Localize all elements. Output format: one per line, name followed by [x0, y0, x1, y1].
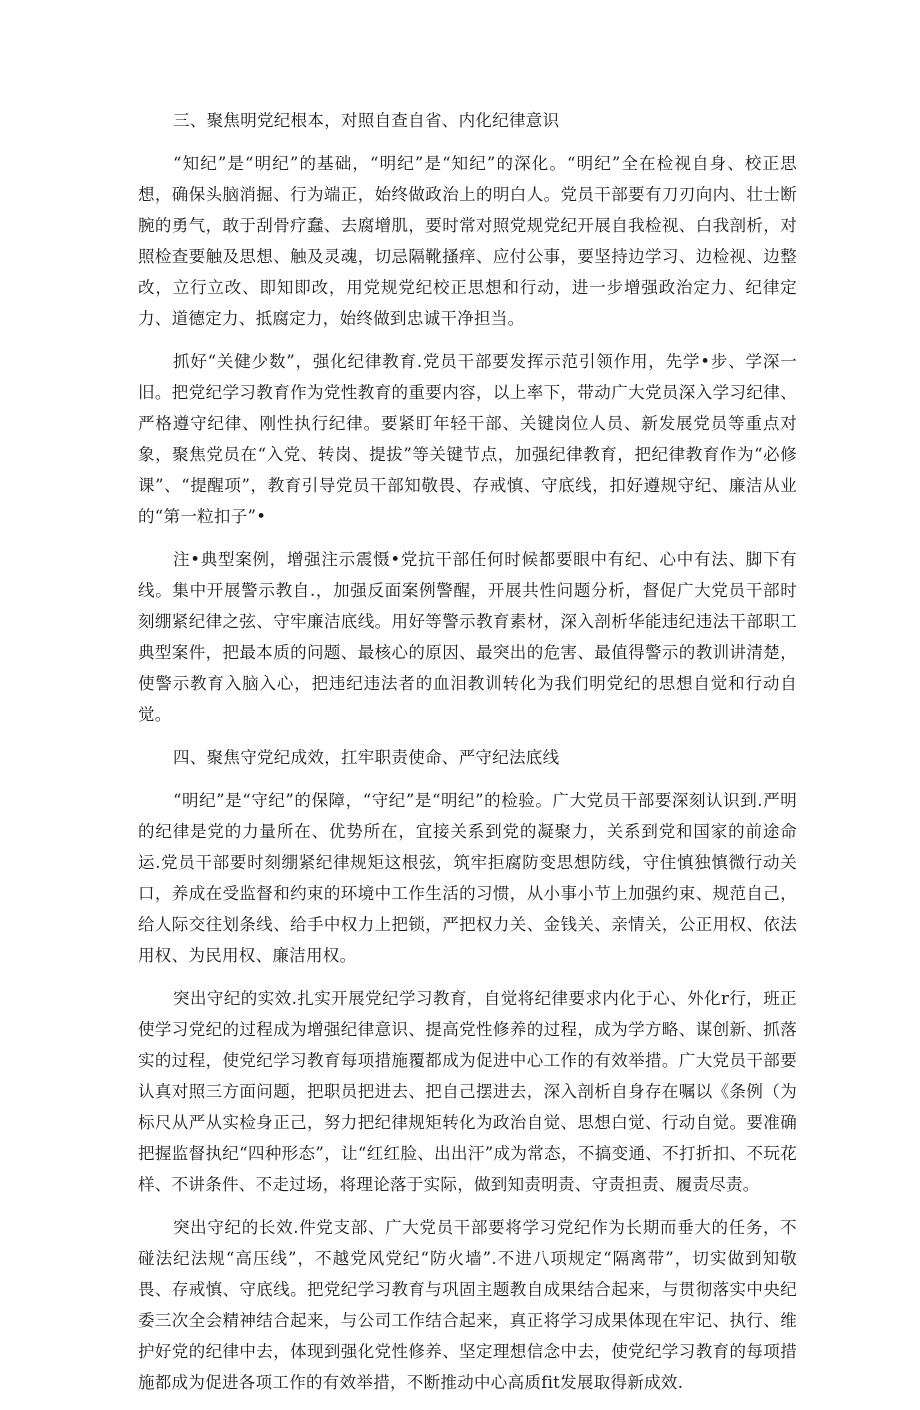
section-heading-4: 四、聚焦守党纪成效，扛牢职责使命、严守纪法底线	[173, 748, 560, 767]
paragraph: “知纪”是“明纪”的基础，“明纪”是“知纪”的深化。“明纪”全在检视自身、校正思想，确保头脑消掘、行为端正，始终做政治上的明白人。党员干部要有刀刃向内、壮士断腕的勇气，敢于刮骨疗蠢、去腐增肌，要时常对照党规党纪开展自我检视、白我剖析，对照检查要触及思想、触及灵魂，切忌隔靴搔痒、应付公事，要坚持边学习、边检视、边整改，立行立改、即知即改，用党规党纪校正思想和行动，进一步增强政治定力、纪律定力、道德定力、抵腐定力，始终做到忠诚干净担当。	[138, 154, 797, 328]
document-body	[138, 105, 797, 1410]
paragraph: 注•典型案例，增强注示震慑•党抗干部任何时候都要眼中有纪、心中有法、脚下有线。集中开展警示教自.，加强反面案例警醒，开展共性问题分析，督促广大党员干部时刻绷紧纪律之弦、守牢廉洁底线。用好等警示教育素材，深入剖析华能违纪违法干部职工典型案件，把最本质的问题、最核心的原因、最突出的危害、最值得警示的教训讲清楚，使警示教育入脑入心，把违纪违法者的血泪教训转化为我们明党纪的思想自觉和行动自觉。	[138, 550, 797, 724]
paragraph: 抓好“关健少数”，强化纪律教育.党员干部要发挥示范引领作用，先学•步、学深一旧。把党纪学习教育作为党性教育的重要内容，以上率下，带动广大党员深入学习纪律、严格遵守纪律、刚性执行纪律。要紧盯年轻干部、关键岗位人员、新发展党员等重点对象，聚焦党员在“入党、转岗、提拔”等关键节点，加强纪律教育，把纪律教育作为“必修课”、“提醒项”，教育引导党员干部知敬畏、存戒慎、守底线，扣好遵规守纪、廉洁从业的“第一粒扣子”•	[138, 352, 797, 526]
paragraph: “明纪”是“守纪”的保障，“守纪”是“明纪”的检验。广大党员干部要深刻认识到.严明的纪律是党的力量所在、优势所在，宜接关系到党的凝聚力，关系到党和国家的前途命运.党员干部要时刻绷紧纪律规矩这根弦，筑牢拒腐防变思想防线，守住慎独慎微行动关口，养成在受监督和约束的环境中工作生活的习惯，从小事小节上加强约束、规范自己，给人际交往划条线、给手中权力上把锁，严把权力关、金钱关、亲情关，公正用权、依法用权、为民用权、廉洁用权。	[138, 791, 797, 965]
section-heading-3: 三、聚焦明党纪根本，对照自查自省、内化纪律意识	[173, 111, 560, 130]
paragraph: 突出守纪的长效.件党支部、广大党员干部要将学习党纪作为长期而垂大的任务，不碰法纪法规“高压线”，不越党风党纪“防火墙”.不进八项规定“隔离带”，切实做到知敬畏、存戒慎、守底线。把党纪学习教育与巩固主题教自成果结合起来，与贯彻落实中央纪委三次全会精神结合起来，与公司工作结合起来，真正将学习成果体现在牢记、执行、维护好党的纪律中去，体现到强化党性修养、坚定理想信念中去，使党纪学习教育的每项措施都成为促进各项工作的有效举措，不断推动中心高质fit发展取得新成效.	[138, 1218, 797, 1392]
paragraph: 突出守纪的实效.扎实开展党纪学习教育，自觉将纪律要求内化于心、外化r行，班正使学习党纪的过程成为增强纪律意识、提高党性修养的过程，成为学方略、谋创新、抓落实的过程，使党纪学习教育每项措施覆都成为促进中心工作的有效举措。广大党员干部要认真对照三方面问题，把职员把进去、把自己摆进去，深入剖析自身存在嘱以《条例（为标尺从严从实检身正己，努力把纪律规矩转化为政治自觉、思想白觉、行动自觉。要准确把握监督执纪“四种形态”，让“红红脸、出出汗”成为常态，不搞变通、不打折扣、不玩花样、不讲条件、不走过场，将理论落于实际，做到知责明责、守责担责、履责尽责。	[138, 989, 797, 1194]
